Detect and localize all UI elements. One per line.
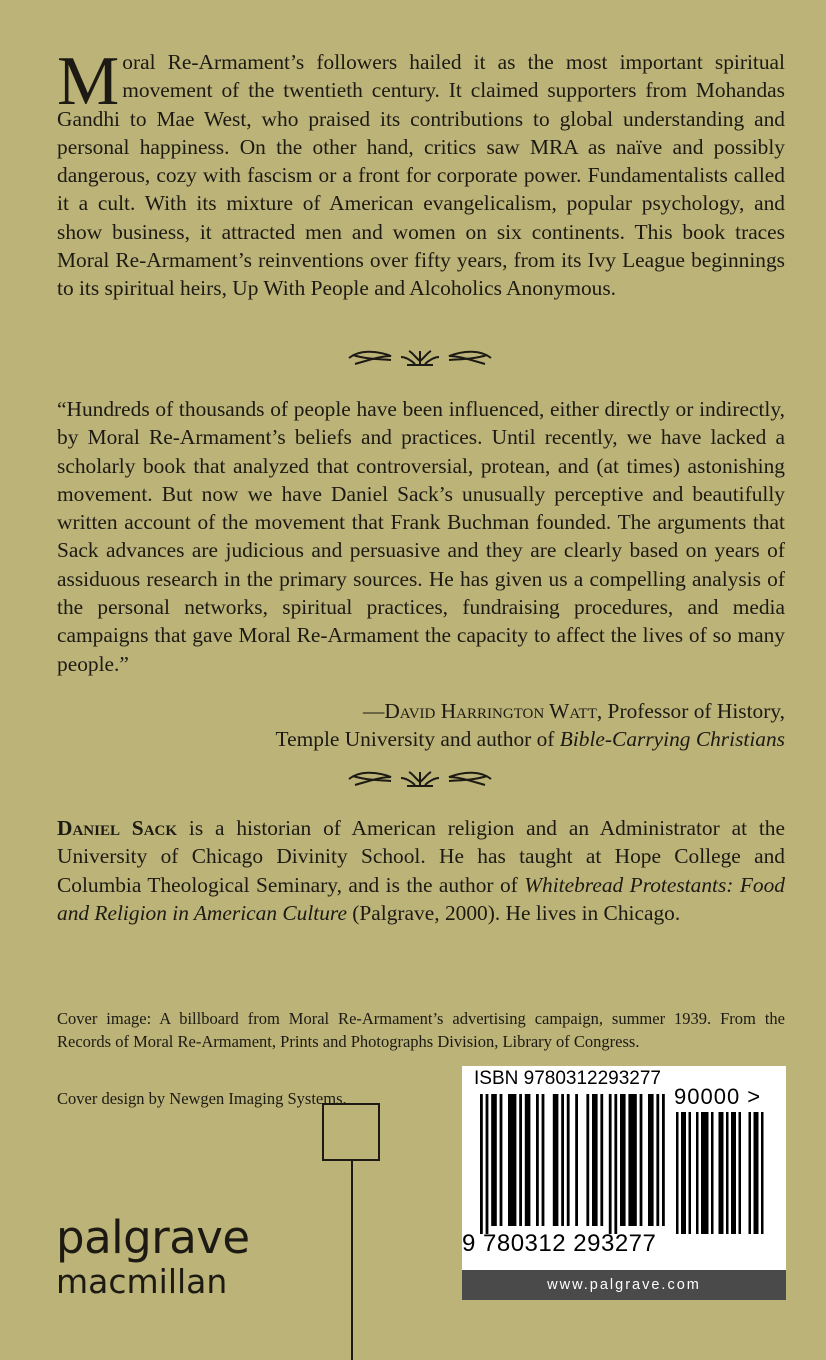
author-bio — [57, 814, 785, 927]
publisher-logo-macmillan: macmillan — [56, 1262, 228, 1301]
drop-cap: M — [57, 43, 120, 120]
palgrave-logo-line-icon — [351, 1161, 353, 1360]
barcode-addon-icon — [676, 1112, 768, 1234]
lead-paragraph-text: oral Re-Armament’s followers hailed it as the most important spiritual movement of the twentieth century. It claimed supporters from Mohandas Gandhi to Mae West, who praised its contributions to global understanding and personal happiness. On the other hand, critics saw MRA as naïve and possibly dangerous, cozy with fascism or a front for corporate power. Fundamentalists called it a cult. With its mixture of American evangelicalism, popular psychology, and show business, it attracted men and women on six continents. This book traces Moral Re-Armament’s reinventions over fifty years, from its Ivy League beginnings to its spiritual heirs, Up With People and Alcoholics Anonymous. — [57, 50, 785, 301]
endorser-role: , Professor of History, — [596, 699, 785, 723]
publisher-logo-palgrave: palgrave — [56, 1211, 250, 1264]
isbn-digits: 9 780312 293277 — [462, 1230, 657, 1257]
bio-book-title: Whitebread Protestants: Food and Religion in American Culture — [57, 872, 785, 925]
author-name: Daniel Sack — [57, 816, 178, 840]
isbn-barcode — [462, 1066, 786, 1270]
lead-paragraph — [57, 43, 785, 303]
ornament-divider-icon — [345, 768, 495, 790]
cover-design-credit: Cover design by Newgen Imaging Systems. — [57, 1088, 347, 1108]
cover-image-credit: Cover image: A billboard from Moral Re-Armament’s advertising campaign, summer 1939. From the Records of Moral Re-Armament, Prints and Photographs Division, Library of Congress. — [57, 1008, 785, 1051]
isbn-label: ISBN 9780312293277 — [474, 1068, 661, 1089]
endorser-affiliation: Temple University and author of — [275, 727, 560, 751]
endorsement-quote: “Hundreds of thousands of people have been influenced, either directly or indirectly, by Moral Re-Armament’s beliefs and practices. Until recently, we have lacked a scholarly book that analyzed that controversial, protean, and (at times) astonishing movement. But now we have Daniel Sack’s unusually perceptive and beautifully written account of the movement that Frank Buchman founded. The arguments that Sack advances are judicious and persuasive and they are clearly based on years of assiduous research in the primary sources. He has given us a compelling analysis of the personal networks, spiritual practices, fundraising procedures, and media campaigns that gave Moral Re-Armament the capacity to affect the lives of so many people.” — [57, 397, 785, 676]
bio-text-1: is a historian of American religion and an Administrator at the University of Chicago Divinity School. He has taught at Hope College and Columbia Theological Seminary, and is the author of — [57, 816, 785, 897]
bio-text-2: (Palgrave, 2000). He lives in Chicago. — [346, 900, 681, 925]
palgrave-logo-square-icon — [322, 1103, 380, 1161]
endorser-book-title: Bible-Carrying Christians — [559, 727, 785, 751]
endorsement-attribution — [57, 697, 785, 725]
barcode-main-icon — [480, 1094, 670, 1234]
publisher-url: www.palgrave.com — [462, 1270, 786, 1300]
ornament-divider-icon — [345, 347, 495, 369]
endorser-name: David Harrington Watt — [384, 699, 597, 723]
attribution-dash: — — [362, 699, 385, 723]
endorsement-affiliation — [57, 725, 785, 753]
price-code: 90000 > — [674, 1084, 762, 1109]
